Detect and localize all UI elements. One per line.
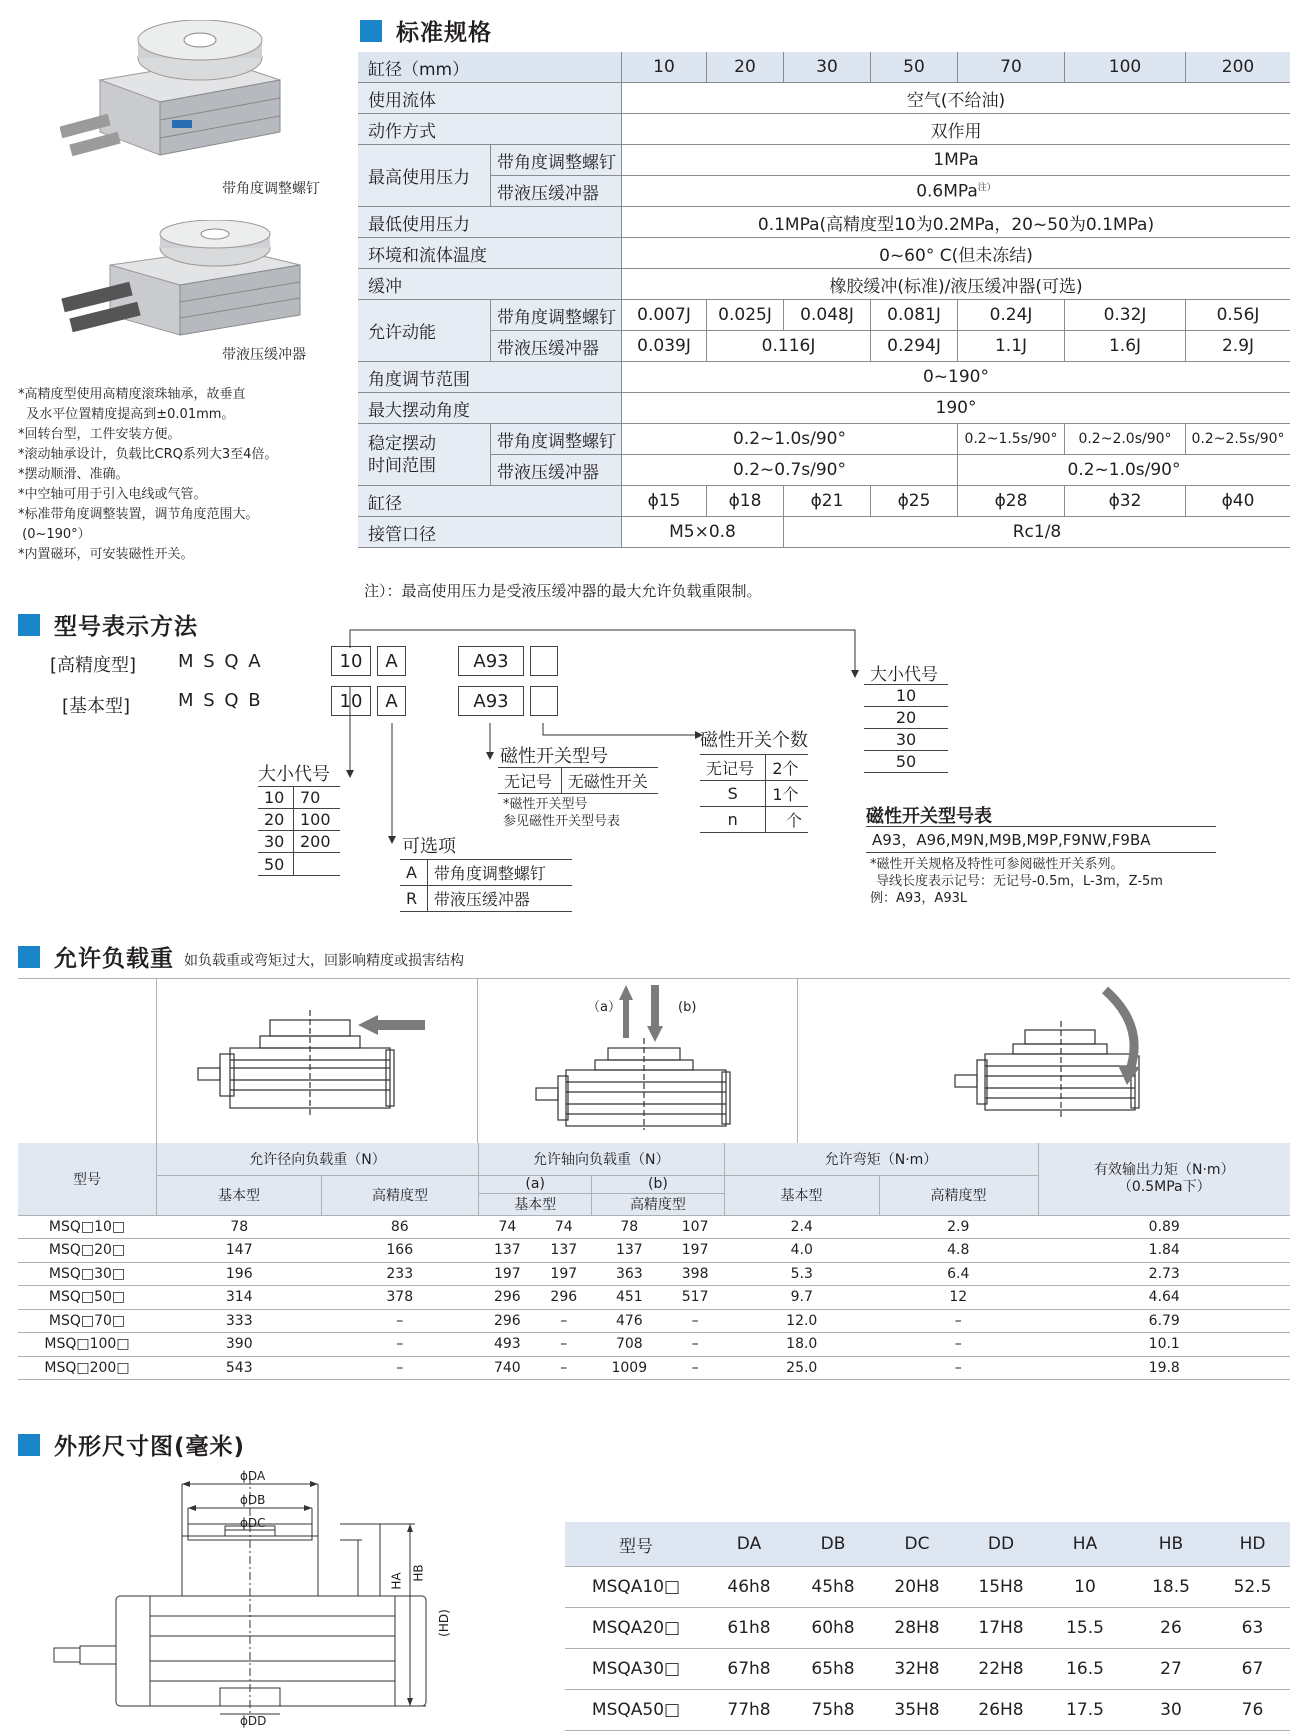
option-table: [400, 859, 572, 912]
load-value: 0.89: [1038, 1215, 1290, 1239]
dim-model: MSQA50□: [565, 1690, 707, 1731]
model-code: M S Q B: [178, 690, 263, 711]
load-value: –: [536, 1356, 592, 1380]
dim-label-ha: HA: [389, 1572, 404, 1590]
model-box-switch: A93: [458, 646, 524, 676]
size2-title: 大小代号: [870, 665, 938, 685]
load-value: 451: [592, 1286, 667, 1310]
spec-label: 接管口径: [358, 517, 622, 548]
dim-value: 17H8: [959, 1608, 1043, 1649]
load-value: 314: [157, 1286, 322, 1310]
spec-value: Rc1/8: [784, 517, 1291, 548]
load-header: (a): [479, 1175, 592, 1193]
spec-value: 0.081J: [871, 300, 958, 331]
dim-header: HB: [1127, 1522, 1215, 1567]
dim-label-dc: ϕDC: [240, 1516, 266, 1530]
dim-value: 18.5: [1127, 1567, 1215, 1608]
option-code: A: [400, 860, 427, 886]
load-value: –: [322, 1333, 479, 1357]
spec-value: 0~190°: [622, 362, 1291, 393]
load-header: 高精度型: [592, 1193, 724, 1215]
spec-value: 0.2~1.5s/90°: [958, 424, 1065, 455]
dim-value: 22H8: [959, 1649, 1043, 1690]
spec-label-line: 稳定摆动: [368, 433, 436, 454]
load-value: 78: [157, 1215, 322, 1239]
feature-item: (0~190°）: [18, 527, 91, 542]
size2-code: 10: [864, 685, 948, 707]
spec-bore: 10: [622, 52, 707, 83]
load-row: [18, 1333, 1290, 1357]
load-value: 197: [479, 1262, 536, 1286]
load-title: 允许负载重: [54, 946, 174, 972]
swtable-note: *磁性开关规格及特性可参阅磁性开关系列。: [870, 857, 1124, 872]
load-value: 78: [592, 1215, 667, 1239]
load-value: –: [879, 1356, 1038, 1380]
model-title: 型号表示方法: [54, 614, 198, 640]
load-value: 10.1: [1038, 1333, 1290, 1357]
feature-item: *中空轴可用于引入电线或气管。: [18, 487, 207, 502]
spec-value: 0.116J: [707, 331, 871, 362]
spec-bore: 50: [871, 52, 958, 83]
feature-item: *内置磁环，可安装磁性开关。: [18, 547, 194, 562]
load-value: 147: [157, 1239, 322, 1263]
dim-header: HA: [1043, 1522, 1127, 1567]
size-title: 大小代号: [258, 764, 330, 785]
dims-heading: [18, 1428, 245, 1461]
spec-title: 标准规格: [396, 20, 492, 46]
dim-value: 35H8: [875, 1690, 959, 1731]
spec-label: 缓冲: [358, 269, 622, 300]
axial-load-diagram: [530, 980, 760, 1130]
load-value: –: [879, 1309, 1038, 1333]
dim-value: 67h8: [707, 1649, 791, 1690]
spec-label: 缸径（mm）: [358, 52, 622, 83]
spec-sublabel: 带角度调整螺钉: [491, 145, 622, 176]
switch-note-line: 参见磁性开关型号表: [503, 814, 621, 829]
count-code: 无记号: [700, 755, 766, 781]
option-code: R: [400, 886, 427, 912]
dim-value: 67: [1215, 1649, 1290, 1690]
spec-value: 190°: [622, 393, 1291, 424]
dim-value: 17.5: [1043, 1690, 1127, 1731]
count-code: n: [700, 807, 766, 833]
size-code: 20: [258, 809, 293, 831]
load-header-line: 有效输出力矩（N·m）: [1093, 1161, 1235, 1178]
load-header: 高精度型: [322, 1175, 479, 1215]
load-value: 25.0: [724, 1356, 879, 1380]
swtable-title: 磁性开关型号表: [866, 806, 992, 827]
size-code: 200: [293, 831, 340, 853]
section-marker-icon: [18, 946, 40, 968]
load-model: MSQ□20□: [18, 1239, 157, 1263]
spec-label: 允许动能: [358, 300, 491, 362]
spec-note: 注）：最高使用压力是受液压缓冲器的最大允许负载重限制。: [364, 582, 762, 600]
load-model: MSQ□70□: [18, 1309, 157, 1333]
load-value: 6.79: [1038, 1309, 1290, 1333]
spec-value: ϕ32: [1065, 486, 1186, 517]
spec-value: ϕ40: [1186, 486, 1291, 517]
load-header: 高精度型: [879, 1175, 1038, 1215]
spec-value: 0.2~2.5s/90°: [1186, 424, 1291, 455]
load-value: 476: [592, 1309, 667, 1333]
dim-header: DB: [791, 1522, 875, 1567]
spec-sublabel: 带液压缓冲器: [491, 455, 622, 486]
load-row: [18, 1262, 1290, 1286]
switch-note: [503, 796, 620, 830]
size-table: [258, 786, 340, 876]
size2-code: 20: [864, 707, 948, 729]
model-box-count: [530, 686, 558, 716]
size-code: 10: [258, 787, 293, 809]
spec-bore: 100: [1065, 52, 1186, 83]
load-row: [18, 1356, 1290, 1380]
size-code: 50: [258, 853, 293, 876]
dim-value: 10: [1043, 1567, 1127, 1608]
load-value: 107: [667, 1215, 724, 1239]
spec-bore: 30: [784, 52, 871, 83]
dim-value: 28H8: [875, 1608, 959, 1649]
load-value: 233: [322, 1262, 479, 1286]
load-value: –: [879, 1333, 1038, 1357]
option-title: 可选项: [402, 836, 456, 857]
count-title: 磁性开关个数: [700, 730, 808, 751]
dim-value: 61h8: [707, 1608, 791, 1649]
dim-value: 30: [1127, 1690, 1215, 1731]
spec-value: 0.2~1.0s/90°: [622, 424, 958, 455]
load-model: MSQ□200□: [18, 1356, 157, 1380]
spec-label: 使用流体: [358, 83, 622, 114]
spec-value: ϕ21: [784, 486, 871, 517]
load-value: –: [322, 1309, 479, 1333]
load-value: 197: [667, 1239, 724, 1263]
dim-value: 76: [1215, 1690, 1290, 1731]
load-value: 296: [479, 1286, 536, 1310]
spec-sublabel: 带液压缓冲器: [491, 331, 622, 362]
load-value: 137: [592, 1239, 667, 1263]
spec-sublabel: 带角度调整螺钉: [491, 424, 622, 455]
swtable-notes: [870, 856, 1163, 907]
dim-label-da: ϕDA: [240, 1469, 266, 1483]
spec-value: 0.32J: [1065, 300, 1186, 331]
spec-value: 双作用: [622, 114, 1291, 145]
feature-item: *标准带角度调整装置，调节角度范围大。: [18, 507, 259, 522]
spec-value: 0.56J: [1186, 300, 1291, 331]
spec-value: 1MPa: [622, 145, 1291, 176]
dim-value: 20H8: [875, 1567, 959, 1608]
load-header: 允许轴向负载重（N）: [479, 1143, 725, 1175]
spec-value: 橡胶缓冲(标准)/液压缓冲器(可选): [622, 269, 1291, 300]
dim-label-db: ϕDB: [240, 1493, 266, 1507]
load-value: 296: [479, 1309, 536, 1333]
dim-model: MSQA10□: [565, 1567, 707, 1608]
dim-value: 63: [1215, 1608, 1290, 1649]
arrow-label-a: （a）: [587, 1000, 621, 1015]
load-row: [18, 1286, 1290, 1310]
dim-row: [565, 1649, 1290, 1690]
dim-header: HD: [1215, 1522, 1290, 1567]
load-header: (b): [592, 1175, 724, 1193]
size-code: 30: [258, 831, 293, 853]
dim-row: [565, 1567, 1290, 1608]
feature-item: 及水平位置精度提高到±0.01mm。: [18, 407, 235, 422]
spec-label: 最高使用压力: [358, 145, 491, 207]
load-value: 74: [479, 1215, 536, 1239]
spec-value: 1.6J: [1065, 331, 1186, 362]
switch-note-line: *磁性开关型号: [503, 797, 588, 812]
spec-value: 2.9J: [1186, 331, 1291, 362]
spec-value: 0.2~0.7s/90°: [622, 455, 958, 486]
spec-value: 0.24J: [958, 300, 1065, 331]
spec-value: 0.025J: [707, 300, 784, 331]
product-caption-screw: 带角度调整螺钉: [222, 181, 320, 197]
load-header: 允许弯矩（N·m）: [724, 1143, 1038, 1175]
model-box-option: A: [377, 646, 406, 676]
arrow-label-b: (b): [678, 1000, 697, 1015]
load-value: 86: [322, 1215, 479, 1239]
spec-bore: 200: [1186, 52, 1291, 83]
note-mark: 注）: [977, 183, 996, 194]
feature-item: *滚动轴承设计，负载比CRQ系列大3至4倍。: [18, 447, 278, 462]
count-value: 个: [766, 807, 808, 833]
dimension-table: [565, 1522, 1290, 1731]
spec-value: 0.294J: [871, 331, 958, 362]
load-value: 740: [479, 1356, 536, 1380]
load-row: [18, 1215, 1290, 1239]
load-value: 333: [157, 1309, 322, 1333]
load-header-line: （0.5MPa下）: [1117, 1178, 1211, 1195]
dims-title: 外形尺寸图(毫米): [54, 1434, 246, 1460]
load-value: 74: [536, 1215, 592, 1239]
spec-value: 空气(不给油): [622, 83, 1291, 114]
spec-sublabel: 带液压缓冲器: [491, 176, 622, 207]
spec-value: 0.2~1.0s/90°: [958, 455, 1291, 486]
moment-load-diagram: [945, 985, 1145, 1125]
load-value: 9.7: [724, 1286, 879, 1310]
option-desc: 带液压缓冲器: [427, 886, 572, 912]
size-code: [293, 853, 340, 876]
load-header: 型号: [18, 1143, 157, 1215]
load-value: 493: [479, 1333, 536, 1357]
model-code: M S Q A: [178, 651, 263, 672]
option-desc: 带角度调整螺钉: [427, 860, 572, 886]
dim-header: 型号: [565, 1522, 707, 1567]
product-caption-hydraulic: 带液压缓冲器: [222, 347, 306, 363]
dim-value: 77h8: [707, 1690, 791, 1731]
count-table: [700, 754, 808, 833]
dim-header: DA: [707, 1522, 791, 1567]
load-header: [1038, 1143, 1290, 1215]
load-value: 1.84: [1038, 1239, 1290, 1263]
load-value: 196: [157, 1262, 322, 1286]
swtable-models: A93，A96,M9N,M9B,M9P,F9NW,F9BA: [866, 826, 1216, 853]
dim-value: 60h8: [791, 1608, 875, 1649]
load-table: [18, 1143, 1290, 1380]
load-value: –: [322, 1356, 479, 1380]
load-value: 166: [322, 1239, 479, 1263]
spec-value: 0.048J: [784, 300, 871, 331]
dim-value: 75h8: [791, 1690, 875, 1731]
load-header: 允许径向负载重（N）: [157, 1143, 479, 1175]
load-subtitle: 如负载重或弯矩过大，回影响精度或损害结构: [184, 952, 464, 969]
load-value: –: [667, 1356, 724, 1380]
spec-label: 角度调节范围: [358, 362, 622, 393]
spec-value: 0.007J: [622, 300, 707, 331]
load-value: 2.4: [724, 1215, 879, 1239]
dim-label-hb: HB: [411, 1564, 426, 1582]
load-value: –: [667, 1333, 724, 1357]
load-value: 6.4: [879, 1262, 1038, 1286]
load-value: 12: [879, 1286, 1038, 1310]
load-value: 4.64: [1038, 1286, 1290, 1310]
dim-value: 26: [1127, 1608, 1215, 1649]
spec-value: 0~60° C(但未冻结): [622, 238, 1291, 269]
switch-table: [498, 767, 658, 794]
load-value: 12.0: [724, 1309, 879, 1333]
dim-value: 52.5: [1215, 1567, 1290, 1608]
radial-load-diagram: [190, 1010, 440, 1125]
size-code: 100: [293, 809, 340, 831]
load-value: –: [667, 1309, 724, 1333]
load-value: 2.73: [1038, 1262, 1290, 1286]
switch-code: 无记号: [498, 768, 561, 794]
feature-item: *回转台型，工件安装方便。: [18, 427, 181, 442]
load-value: 390: [157, 1333, 322, 1357]
feature-item: *高精度型使用高精度滚珠轴承，故垂直: [18, 387, 246, 402]
load-value: 378: [322, 1286, 479, 1310]
spec-value: 0.2~2.0s/90°: [1065, 424, 1186, 455]
model-box-size: 10: [331, 646, 371, 676]
load-row: [18, 1309, 1290, 1333]
dim-value: 45h8: [791, 1567, 875, 1608]
dim-row: [565, 1690, 1290, 1731]
load-value: 137: [479, 1239, 536, 1263]
spec-value: M5×0.8: [622, 517, 784, 548]
spec-label: 最低使用压力: [358, 207, 622, 238]
dim-header: DC: [875, 1522, 959, 1567]
spec-label: 缸径: [358, 486, 622, 517]
load-heading: [18, 940, 464, 973]
spec-label: 环境和流体温度: [358, 238, 622, 269]
dim-value: 32H8: [875, 1649, 959, 1690]
load-value: 2.9: [879, 1215, 1038, 1239]
spec-value: 1.1J: [958, 331, 1065, 362]
dim-value: 26H8: [959, 1690, 1043, 1731]
spec-value: ϕ18: [707, 486, 784, 517]
load-model: MSQ□50□: [18, 1286, 157, 1310]
load-header: 基本型: [724, 1175, 879, 1215]
spec-value-text: 0.6MPa: [916, 181, 978, 202]
load-value: 19.8: [1038, 1356, 1290, 1380]
load-row: [18, 1239, 1290, 1263]
load-value: 4.8: [879, 1239, 1038, 1263]
dim-row: [565, 1608, 1290, 1649]
spec-value: ϕ28: [958, 486, 1065, 517]
load-value: 137: [536, 1239, 592, 1263]
spec-label: 动作方式: [358, 114, 622, 145]
swtable-note: 例：A93，A93L: [870, 891, 968, 906]
spec-value: 0.1MPa(高精度型10为0.2MPa，20~50为0.1MPa): [622, 207, 1291, 238]
spec-bore: 20: [707, 52, 784, 83]
load-value: 517: [667, 1286, 724, 1310]
size-code: 70: [293, 787, 340, 809]
dim-label-dd: ϕDD: [240, 1714, 267, 1728]
size2-code: 30: [864, 729, 948, 751]
model-box-size: 10: [331, 686, 371, 716]
load-value: 543: [157, 1356, 322, 1380]
load-model: MSQ□100□: [18, 1333, 157, 1357]
load-value: 398: [667, 1262, 724, 1286]
load-header: 基本型: [479, 1193, 592, 1215]
model-box-count: [530, 646, 558, 676]
load-value: 708: [592, 1333, 667, 1357]
dim-label-hd: (HD): [436, 1609, 451, 1637]
load-value: –: [536, 1333, 592, 1357]
switch-title: 磁性开关型号: [500, 746, 608, 767]
dim-value: 15H8: [959, 1567, 1043, 1608]
swtable-note: 导线长度表示记号：无记号-0.5m，L-3m，Z-5m: [876, 874, 1163, 889]
spec-value: ϕ25: [871, 486, 958, 517]
spec-bore: 70: [958, 52, 1065, 83]
load-header: 基本型: [157, 1175, 322, 1215]
model-row-label: [基本型]: [62, 696, 131, 717]
model-box-option: A: [377, 686, 406, 716]
load-value: 18.0: [724, 1333, 879, 1357]
load-value: 197: [536, 1262, 592, 1286]
spec-sublabel: 带角度调整螺钉: [491, 300, 622, 331]
size2-code: 50: [864, 751, 948, 773]
spec-value: 0.039J: [622, 331, 707, 362]
load-model: MSQ□10□: [18, 1215, 157, 1239]
count-code: S: [700, 781, 766, 807]
dim-header: DD: [959, 1522, 1043, 1567]
spec-label-line: 时间范围: [368, 455, 436, 476]
load-value: 296: [536, 1286, 592, 1310]
load-model: MSQ□30□: [18, 1262, 157, 1286]
spec-value: ϕ15: [622, 486, 707, 517]
dim-value: 46h8: [707, 1567, 791, 1608]
load-value: 363: [592, 1262, 667, 1286]
dim-value: 65h8: [791, 1649, 875, 1690]
switch-desc: 无磁性开关: [561, 768, 658, 794]
dim-model: MSQA30□: [565, 1649, 707, 1690]
count-value: 2个: [766, 755, 808, 781]
dim-value: 16.5: [1043, 1649, 1127, 1690]
load-value: –: [536, 1309, 592, 1333]
spec-label: 最大摆动角度: [358, 393, 622, 424]
dim-model: MSQA20□: [565, 1608, 707, 1649]
load-value: 4.0: [724, 1239, 879, 1263]
feature-item: *摆动顺滑、准确。: [18, 467, 129, 482]
model-row-label: [高精度型]: [50, 655, 137, 676]
size2-table: [864, 684, 948, 773]
load-value: 1009: [592, 1356, 667, 1380]
load-value: 5.3: [724, 1262, 879, 1286]
model-box-switch: A93: [458, 686, 524, 716]
section-marker-icon: [18, 1434, 40, 1456]
count-value: 1个: [766, 781, 808, 807]
dim-value: 15.5: [1043, 1608, 1127, 1649]
dim-value: 27: [1127, 1649, 1215, 1690]
